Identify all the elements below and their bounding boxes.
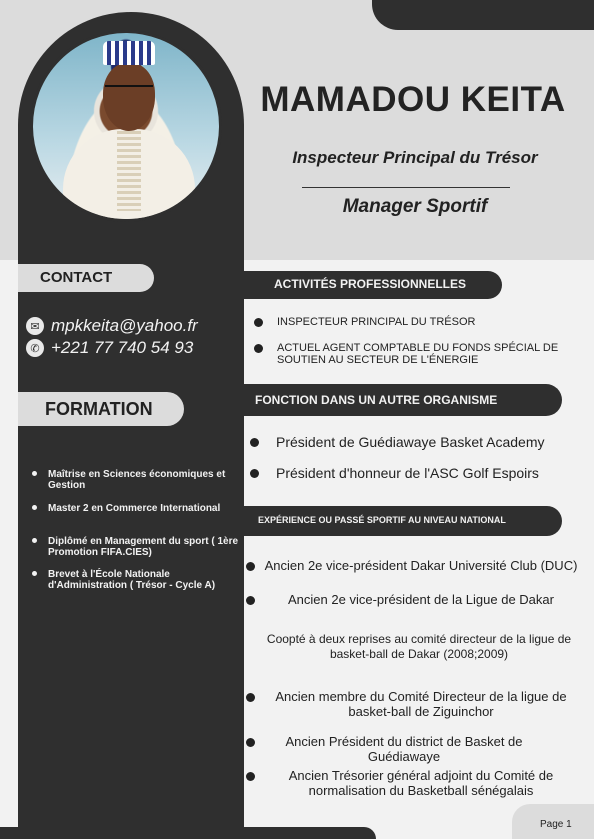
bullet-icon: [246, 596, 255, 605]
title-divider: [302, 187, 510, 188]
mail-icon: ✉: [26, 317, 44, 335]
bullet-icon: [250, 438, 259, 447]
photo-face: [103, 63, 155, 131]
bullet-icon: [246, 738, 255, 747]
phone-icon: ✆: [26, 339, 44, 357]
bullet-icon: [246, 636, 255, 645]
formation-heading: FORMATION: [18, 392, 184, 426]
bullet-icon: [254, 318, 263, 327]
email-text[interactable]: mpkkeita@yahoo.fr: [51, 316, 198, 335]
job-title: Inspecteur Principal du Trésor: [292, 148, 538, 167]
bullet-icon: [246, 693, 255, 702]
formation-item: Diplômé en Management du sport ( 1ère Promotion FIFA.CIES): [32, 536, 242, 558]
experience-item: Ancien Trésorier général adjoint du Comité de normalisation du Basketball sénégalais: [246, 768, 586, 798]
bullet-icon: [246, 772, 255, 781]
bullet-icon: [250, 469, 259, 478]
contact-heading: CONTACT: [18, 264, 154, 292]
bullet-icon: [32, 571, 37, 576]
formation-item: Master 2 en Commerce International: [32, 503, 242, 514]
experience-item: Ancien membre du Comité Directeur de la ligue de basket-ball de Ziguinchor: [246, 689, 586, 719]
activite-item: INSPECTEUR PRINCIPAL DU TRÉSOR: [254, 316, 574, 328]
fonction-item: Président de Guédiawaye Basket Academy: [250, 434, 580, 450]
formation-item: Maîtrise en Sciences économiques et Gestion: [32, 469, 242, 491]
photo-glasses: [105, 85, 153, 97]
bullet-icon: [32, 505, 37, 510]
decorative-tab: [372, 0, 594, 30]
experience-heading: EXPÉRIENCE OU PASSÉ SPORTIF AU NIVEAU NATIONAL: [244, 506, 562, 536]
photo-collar: [117, 131, 141, 211]
experience-item: Ancien Président du district de Basket de Guédiawaye: [246, 734, 586, 764]
experience-item: Coopté à deux reprises au comité directeur de la ligue de basket-ball de Dakar (2008;2009): [246, 632, 586, 662]
experience-item: Ancien 2e vice-président de la Ligue de Dakar: [246, 592, 586, 607]
activite-item: ACTUEL AGENT COMPTABLE DU FONDS SPÉCIAL DE SOUTIEN AU SECTEUR DE L'ÉNERGIE: [254, 342, 574, 366]
experience-item: Ancien 2e vice-président Dakar Université Club (DUC): [246, 558, 586, 573]
activites-heading: ACTIVITÉS PROFESSIONNELLES: [244, 271, 502, 299]
bullet-icon: [254, 344, 263, 353]
bullet-icon: [32, 538, 37, 543]
secondary-title: Manager Sportif: [342, 196, 488, 217]
person-name: MAMADOU KEITA: [260, 80, 566, 119]
contact-email[interactable]: [26, 316, 198, 336]
phone-text[interactable]: +221 77 740 54 93: [51, 338, 194, 357]
bullet-icon: [246, 562, 255, 571]
page-number: Page 1: [540, 819, 572, 830]
bullet-icon: [32, 471, 37, 476]
footer-bar: [0, 827, 376, 839]
fonction-heading: FONCTION DANS UN AUTRE ORGANISME: [244, 384, 562, 416]
photo-cap: [103, 41, 155, 65]
profile-photo: [30, 30, 222, 222]
formation-item: Brevet à l'École Nationale d'Administration ( Trésor - Cycle A): [32, 569, 242, 591]
fonction-item: Président d'honneur de l'ASC Golf Espoirs: [250, 465, 580, 481]
contact-phone[interactable]: [26, 338, 193, 358]
